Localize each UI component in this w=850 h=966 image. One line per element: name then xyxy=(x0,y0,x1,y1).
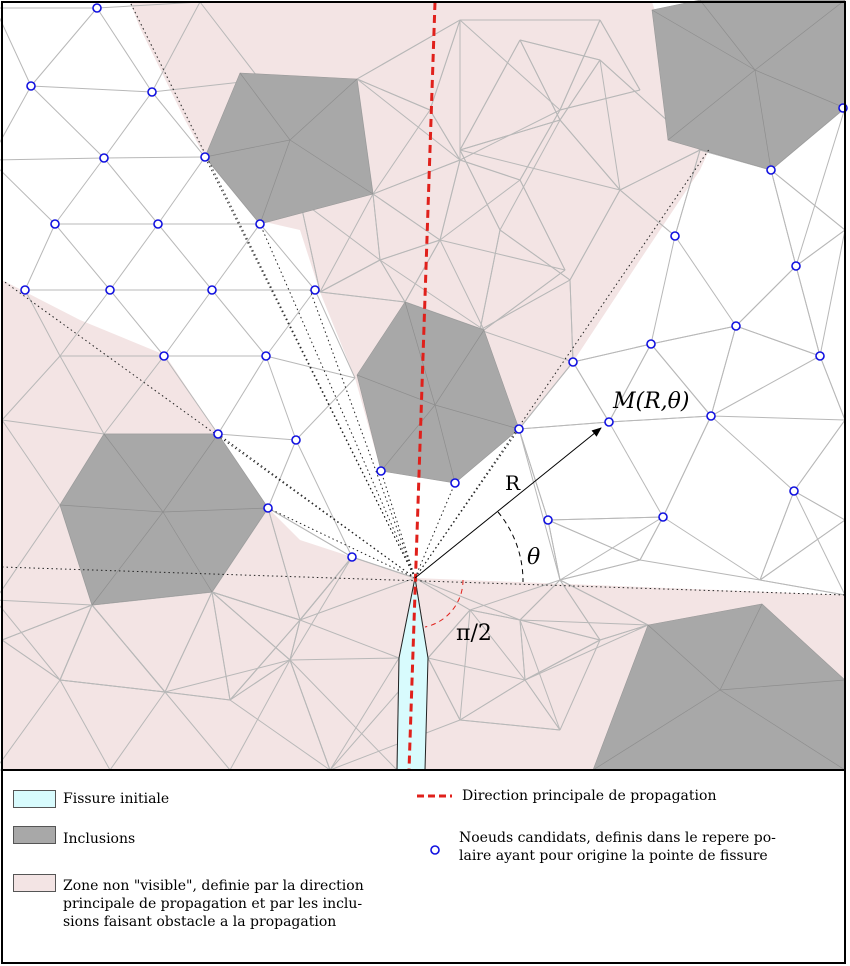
legend-nodes-label-line2: laire ayant pour origine la pointe de fissure xyxy=(459,848,768,864)
candidate-node xyxy=(201,153,209,161)
candidate-node xyxy=(51,220,59,228)
half-pi-label: π/2 xyxy=(456,621,492,646)
candidate-node xyxy=(732,322,740,330)
candidate-node xyxy=(264,504,272,512)
candidate-node xyxy=(377,467,385,475)
candidate-node xyxy=(93,4,101,12)
candidate-node xyxy=(515,425,523,433)
legend-inclusions-label: Inclusions xyxy=(63,831,136,847)
candidate-node xyxy=(27,82,35,90)
candidate-node xyxy=(208,286,216,294)
theta-label: θ xyxy=(527,545,541,570)
candidate-node xyxy=(214,430,222,438)
candidate-node xyxy=(647,340,655,348)
candidate-node xyxy=(21,286,29,294)
legend-zone-swatch xyxy=(13,874,56,892)
legend-crack-label: Fissure initiale xyxy=(63,791,170,807)
candidate-node xyxy=(707,412,715,420)
candidate-node xyxy=(154,220,162,228)
candidate-node xyxy=(160,352,168,360)
legend-crack-swatch xyxy=(13,790,56,808)
candidate-node xyxy=(792,262,800,270)
candidate-node xyxy=(671,232,679,240)
candidate-node xyxy=(767,166,775,174)
candidate-node xyxy=(292,436,300,444)
candidate-node xyxy=(106,286,114,294)
candidate-node xyxy=(569,358,577,366)
legend-inclusion-swatch xyxy=(13,826,56,844)
candidate-node xyxy=(790,487,798,495)
candidate-node xyxy=(659,513,667,521)
radius-label: R xyxy=(505,471,521,495)
legend-zone-label-line3: sions faisant obstacle a la propagation xyxy=(63,914,337,930)
candidate-node xyxy=(348,553,356,561)
candidate-node xyxy=(148,88,156,96)
legend-direction-label: Direction principale de propagation xyxy=(462,788,717,804)
candidate-node xyxy=(605,418,613,426)
legend-nodes-label-line1: Noeuds candidats, definis dans le repere po- xyxy=(459,830,776,846)
legend-zone-label-line2: principale de propagation et par les inclu- xyxy=(63,896,363,912)
point-m-label: M(R,θ) xyxy=(613,389,690,414)
candidate-node xyxy=(816,352,824,360)
candidate-node xyxy=(451,479,459,487)
legend-zone-label-line1: Zone non "visible", definie par la direction xyxy=(63,878,364,894)
candidate-node xyxy=(100,154,108,162)
legend-node-icon xyxy=(431,846,439,854)
candidate-node xyxy=(311,286,319,294)
candidate-node xyxy=(256,220,264,228)
candidate-node xyxy=(262,352,270,360)
candidate-node xyxy=(544,516,552,524)
